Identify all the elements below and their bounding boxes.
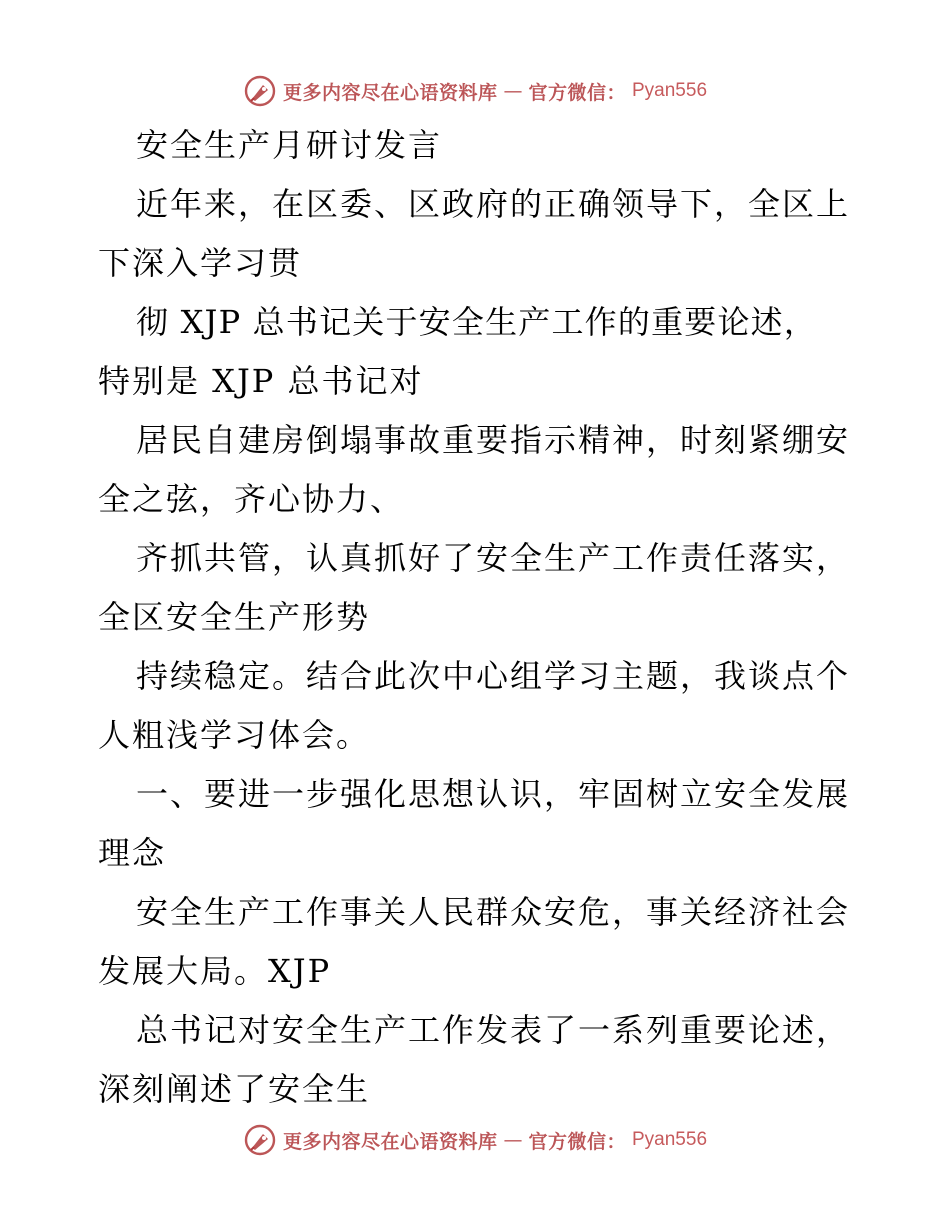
paragraph-line: 安全生产工作事关人民群众安危，事关经济社会 (136, 893, 851, 931)
paragraph-line: 近年来，在区委、区政府的正确领导下，全区上 (136, 185, 851, 223)
paragraph-line: 发展大局。XJP (98, 952, 332, 990)
watermark-text: 更多内容尽在心语资料库 (282, 1130, 498, 1153)
watermark-official-label: 官方微信： (528, 1130, 626, 1153)
watermark-wechat-id: Pyan556 (632, 80, 708, 101)
document-body (98, 116, 858, 1119)
paragraph-line: 彻 XJP 总书记关于安全生产工作的重要论述， (136, 303, 818, 341)
paragraph-line: 持续稳定。结合此次中心组学习主题，我谈点个 (136, 657, 851, 695)
section-heading-continued: 理念 (98, 834, 167, 872)
watermark-text: 更多内容尽在心语资料库 (282, 81, 498, 104)
paragraph-line: 居民自建房倒塌事故重要指示精神，时刻紧绷安 (136, 421, 851, 459)
pen-nib-logo-icon (243, 1123, 277, 1157)
paragraph-line: 深刻阐述了安全生 (98, 1070, 371, 1108)
paragraph-line: 下深入学习贯 (98, 244, 303, 282)
paragraph-line: 人粗浅学习体会。 (98, 716, 371, 754)
watermark-dash: — (503, 80, 523, 102)
watermark-header (0, 71, 950, 111)
watermark-footer (0, 1120, 950, 1160)
document-title: 安全生产月研讨发言 (136, 126, 443, 164)
paragraph-line: 总书记对安全生产工作发表了一系列重要论述， (136, 1011, 851, 1049)
pen-nib-logo-icon (243, 74, 277, 108)
paragraph-line: 全之弦，齐心协力、 (98, 480, 405, 518)
section-heading: 一、要进一步强化思想认识，牢固树立安全发展 (136, 775, 851, 813)
watermark-dash: — (503, 1129, 523, 1151)
watermark-wechat-id: Pyan556 (632, 1129, 708, 1150)
paragraph-line: 齐抓共管，认真抓好了安全生产工作责任落实， (136, 539, 851, 577)
watermark-official-label: 官方微信： (528, 81, 626, 104)
paragraph-line: 全区安全生产形势 (98, 598, 371, 636)
paragraph-line: 特别是 XJP 总书记对 (98, 362, 424, 400)
